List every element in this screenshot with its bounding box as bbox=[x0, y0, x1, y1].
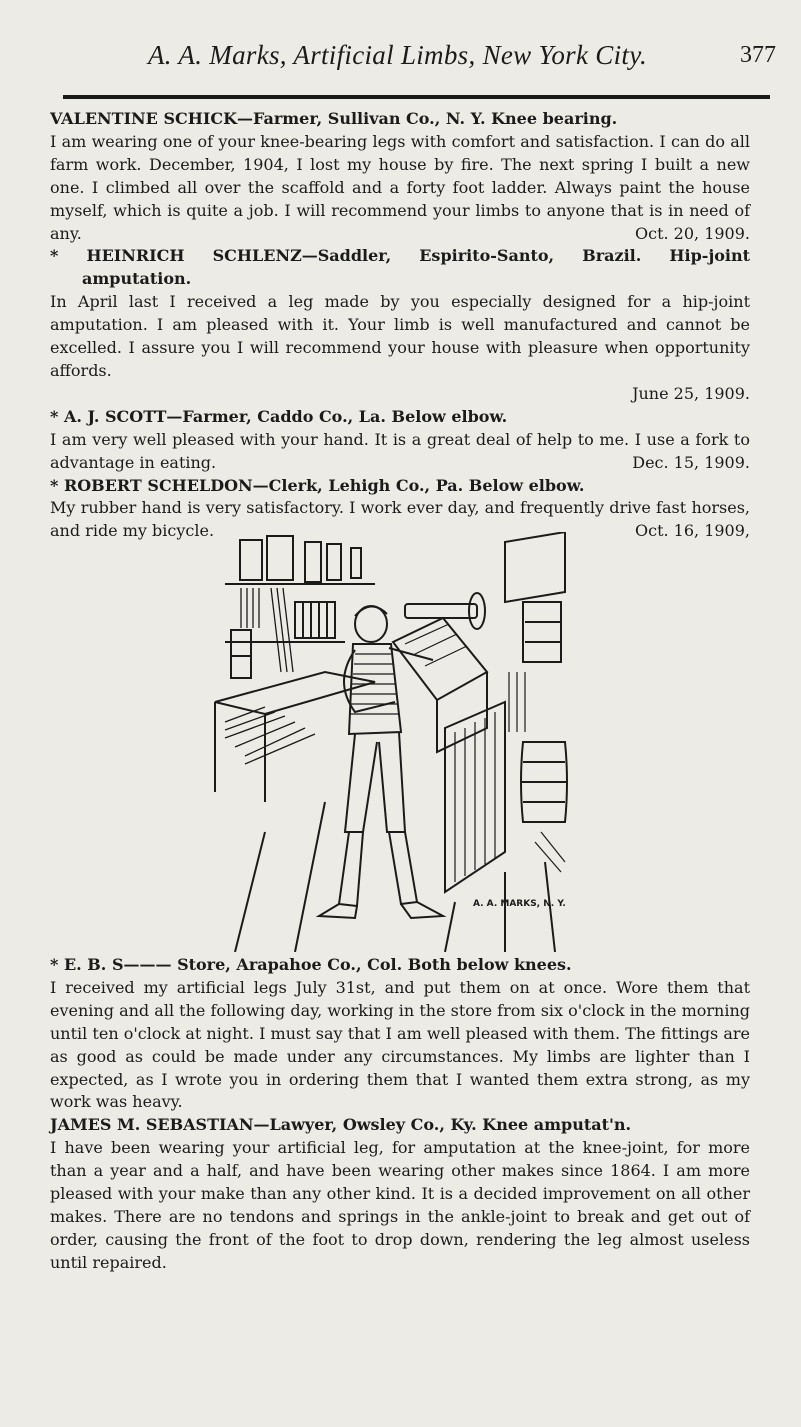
testimonial-date: Dec. 15, 1909. bbox=[632, 452, 750, 472]
running-head-title: A. A. Marks, Artificial Limbs, New York City. bbox=[148, 40, 648, 70]
testimonial-sebastian bbox=[50, 1114, 750, 1274]
testimonial-body bbox=[50, 131, 750, 246]
testimonial-heading: * A. J. SCOTT—Farmer, Caddo Co., La. Below elbow. bbox=[50, 406, 508, 426]
testimonial-heading: * HEINRICH SCHLENZ—Saddler, Espirito-Santo, Brazil. Hip-joint amputation. bbox=[50, 246, 750, 289]
testimonial-text: I am wearing one of your knee-bearing legs with comfort and satisfaction. I can do all farm work. December, 1904, I lost my house by fire. The next spring I built a new one. I climbed all over the scaffold and a forty foot ladder. Always paint the house myself, which is quite a job. I will recommend your limbs to anyone that is in need of any. bbox=[50, 131, 750, 243]
engraving-signature: A. A. MARKS, N. Y. bbox=[473, 899, 566, 909]
testimonial-body bbox=[50, 429, 750, 475]
header-rule bbox=[63, 95, 770, 99]
testimonial-schick bbox=[50, 108, 750, 245]
testimonial-scott bbox=[50, 406, 750, 475]
testimonial-date: June 25, 1909. bbox=[632, 383, 750, 403]
testimonial-date: Oct. 16, 1909, bbox=[634, 521, 750, 541]
page-number: 377 bbox=[740, 42, 776, 68]
testimonials-upper bbox=[50, 108, 750, 543]
store-clerk-engraving bbox=[205, 532, 615, 952]
testimonial-body: In April last I received a leg made by you especially designed for a hip-joint amputation. I am pleased with it. Your limb is well manufactured and cannot be excelled. I assure you I will recommend your house with pleasure when opportunity affords. bbox=[50, 292, 750, 380]
testimonial-date: Oct. 20, 1909. bbox=[634, 223, 750, 243]
testimonial-heading: JAMES M. SEBASTIAN—Lawyer, Owsley Co., Ky. Knee amputat'n. bbox=[50, 1115, 632, 1135]
testimonial-body: I received my artificial legs July 31st, and put them on at once. Wore them that evening and all the following day, working in the store from six o'clock in the morning until ten o'clock at night. I must say that I am well pleased with them. The fittings are as good as could be made under any circumstances. My limbs are lighter than I expected, as I wrote you in ordering them that I wanted them extra strong, as my work was heavy. bbox=[50, 977, 750, 1112]
testimonial-text: I am very well pleased with your hand. It is a great deal of help to me. I use a fork to advantage in eating. bbox=[50, 429, 750, 472]
testimonial-heading: * ROBERT SCHELDON—Clerk, Lehigh Co., Pa. Below elbow. bbox=[50, 475, 585, 495]
testimonial-e-b-s bbox=[50, 954, 750, 1114]
testimonial-body: I have been wearing your artificial leg, for amputation at the knee-joint, for more than a year and a half, and have been wearing other makes since 1864. I am more pleased with your make than any other kind. It is a decided improvement on all other makes. There are no tendons and springs in the ankle-joint to break and get out of order, causing the front of the foot to drop down, rendering the leg almost useless until repaired. bbox=[50, 1138, 750, 1272]
testimonial-text: My rubber hand is very satisfactory. I work ever day, and frequently drive fast horses, and ride my bicycle. bbox=[50, 498, 750, 541]
testimonial-heading: * E. B. S——— Store, Arapahoe Co., Col. Both below knees. bbox=[50, 955, 572, 974]
testimonial-heading: VALENTINE SCHICK—Farmer, Sullivan Co., N. Y. Knee bearing. bbox=[50, 109, 618, 128]
testimonials-lower bbox=[50, 954, 750, 1275]
testimonial-schlenz bbox=[50, 245, 750, 405]
